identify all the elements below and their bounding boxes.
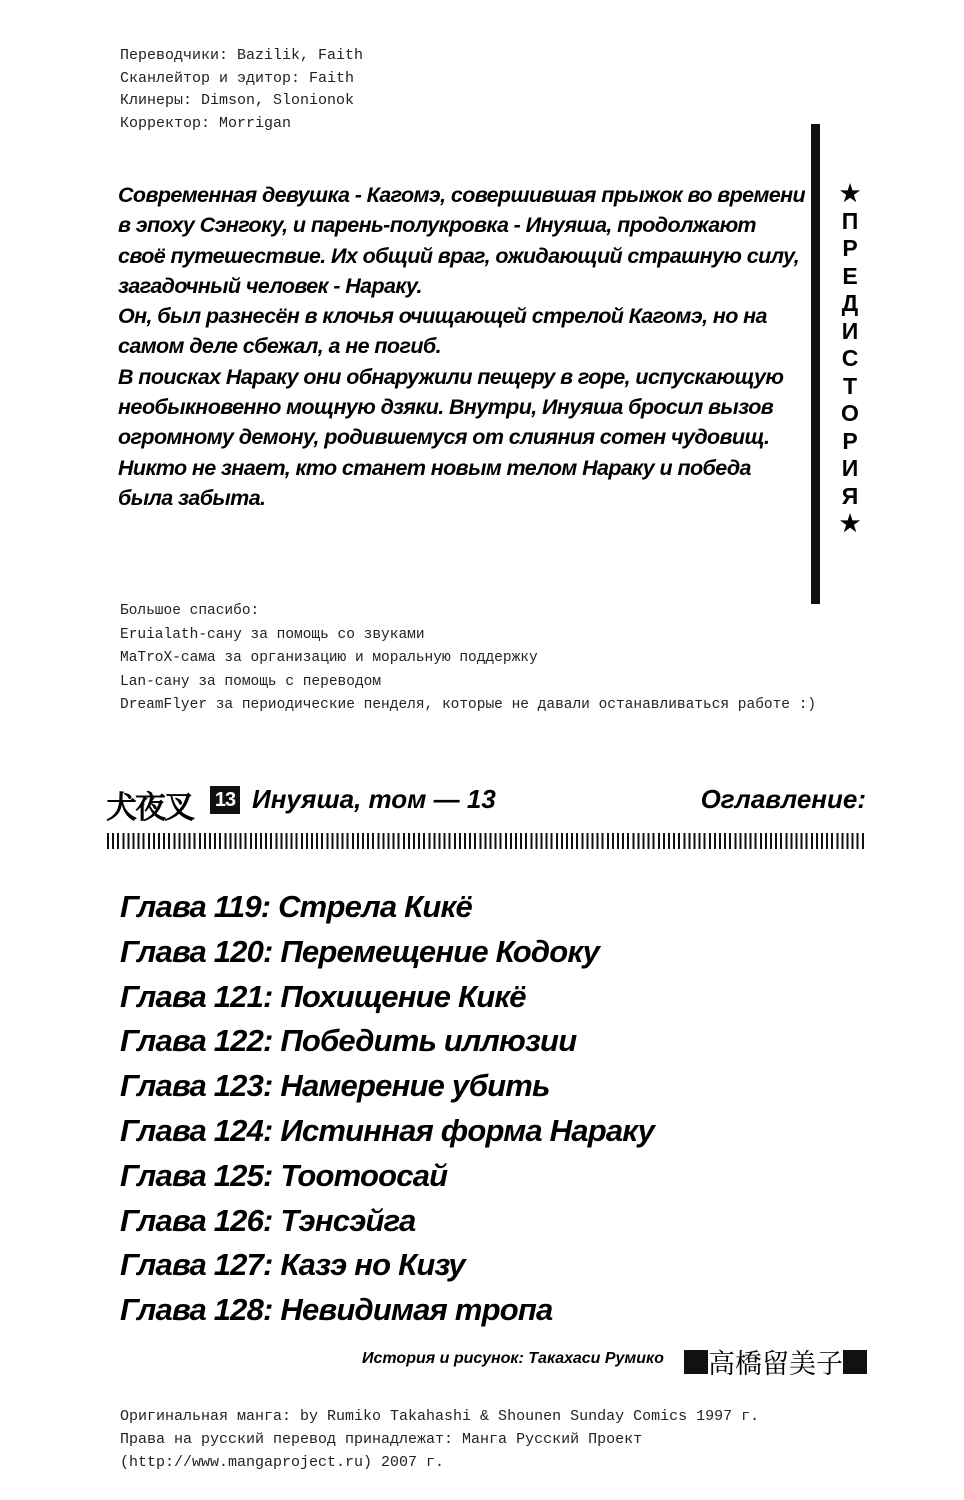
chapter-item: Глава 122: Победить иллюзии <box>120 1023 577 1059</box>
synopsis-paragraph: В поисках Нараку они обнаружили пещеру в горе, испускающую необыкновенно мощную дзяки. Внутри, Инуяша бросил вызов огромному демону, родившемуся от слияния сотен чудовищ. Никто не знает, кто станет новым телом Нараку и победа была забыта. <box>118 364 784 510</box>
chapter-item: Глава 127: Казэ но Кизу <box>120 1247 465 1283</box>
title-letter: П <box>841 207 859 234</box>
title-letter: И <box>841 455 859 481</box>
footer-line: (http://www.mangaproject.ru) 2007 г. <box>120 1454 445 1471</box>
author-kanji-name <box>684 1342 867 1381</box>
volume-number-badge: 13 <box>210 786 240 814</box>
chapter-item: Глава 125: Тоотоосай <box>120 1157 448 1193</box>
author-credit <box>362 1342 867 1380</box>
tick-divider <box>107 833 867 849</box>
synopsis-paragraph: Он, был разнесён в клочья очищающей стрелой Кагомэ, но на самом деле сбежал, а не погиб. <box>118 304 767 359</box>
title-letter: Я <box>841 482 859 509</box>
credit-line: Клинеры: Dimson, Slonionok <box>120 92 355 109</box>
thanks-line: Большое спасибо: <box>120 603 260 619</box>
title-letter: И <box>841 317 859 344</box>
chapter-item: Глава 121: Похищение Кикё <box>120 978 526 1014</box>
synopsis <box>118 180 808 513</box>
credit-line: Сканлейтор и эдитор: Faith <box>120 69 355 87</box>
title-letter: Р <box>842 427 858 454</box>
black-square-icon <box>843 1350 867 1374</box>
thanks-line: Eruialath-сану за помощь со звуками <box>120 626 425 643</box>
title-letter: Р <box>842 235 858 261</box>
chapter-item: Глава 123: Намерение убить <box>120 1068 550 1104</box>
chapter-item: Глава 120: Перемещение Кодоку <box>120 933 600 969</box>
chapter-item: Глава 119: Стрела Кикё <box>120 889 472 924</box>
thanks-line: MaTroX-сама за организацию и моральную поддержку <box>120 650 538 666</box>
title-letter: О <box>841 400 859 426</box>
star-icon: ★ <box>839 180 861 206</box>
volume-header <box>106 780 866 826</box>
credits-block <box>120 45 363 135</box>
title-letter: Д <box>841 290 859 316</box>
credit-line: Корректор: Morrigan <box>120 114 292 132</box>
chapter-item: Глава 126: Тэнсэйга <box>120 1202 416 1238</box>
author-kanji-text: 高橋留美子 <box>708 1349 843 1380</box>
title-letter: Е <box>842 262 858 289</box>
title-letter: Т <box>842 372 858 399</box>
side-divider-bar <box>811 124 820 604</box>
prehistory-vertical-title <box>832 180 868 538</box>
footer-line: Права на русский перевод принадлежат: Манга Русский Проект <box>120 1431 643 1448</box>
thanks-line: Lan-сану за помощь с переводом <box>120 673 382 690</box>
toc-heading: Оглавление: <box>700 784 866 814</box>
synopsis-paragraph: Современная девушка - Кагомэ, совершившая прыжок во времени в эпоху Сэнгоку, и парень-полукровка - Инуяша, продолжают своё путешествие. Их общий враг, ожидающий страшную силу, загадочный человек - Нараку. <box>118 183 806 298</box>
thanks-block <box>120 600 816 718</box>
chapter-item: Глава 128: Невидимая тропа <box>120 1292 553 1328</box>
volume-title: Инуяша, том — 13 <box>252 784 496 814</box>
chapter-item: Глава 124: Истинная форма Нараку <box>120 1112 655 1148</box>
series-kanji-logo: 犬夜叉 <box>106 790 193 826</box>
star-icon: ★ <box>839 510 861 536</box>
black-square-icon <box>684 1350 708 1374</box>
chapter-list <box>120 885 654 1333</box>
copyright-footer <box>120 1405 759 1474</box>
thanks-line: DreamFlyer за периодические пенделя, которые не давали останавливаться работе :) <box>120 697 817 713</box>
author-label: История и рисунок: Такахаси Румико <box>362 1350 664 1367</box>
credit-line: Переводчики: Bazilik, Faith <box>120 47 364 64</box>
title-letter: С <box>841 345 859 371</box>
footer-line: Оригинальная манга: by Rumiko Takahashi & Shounen Sunday Comics 1997 г. <box>120 1408 760 1425</box>
